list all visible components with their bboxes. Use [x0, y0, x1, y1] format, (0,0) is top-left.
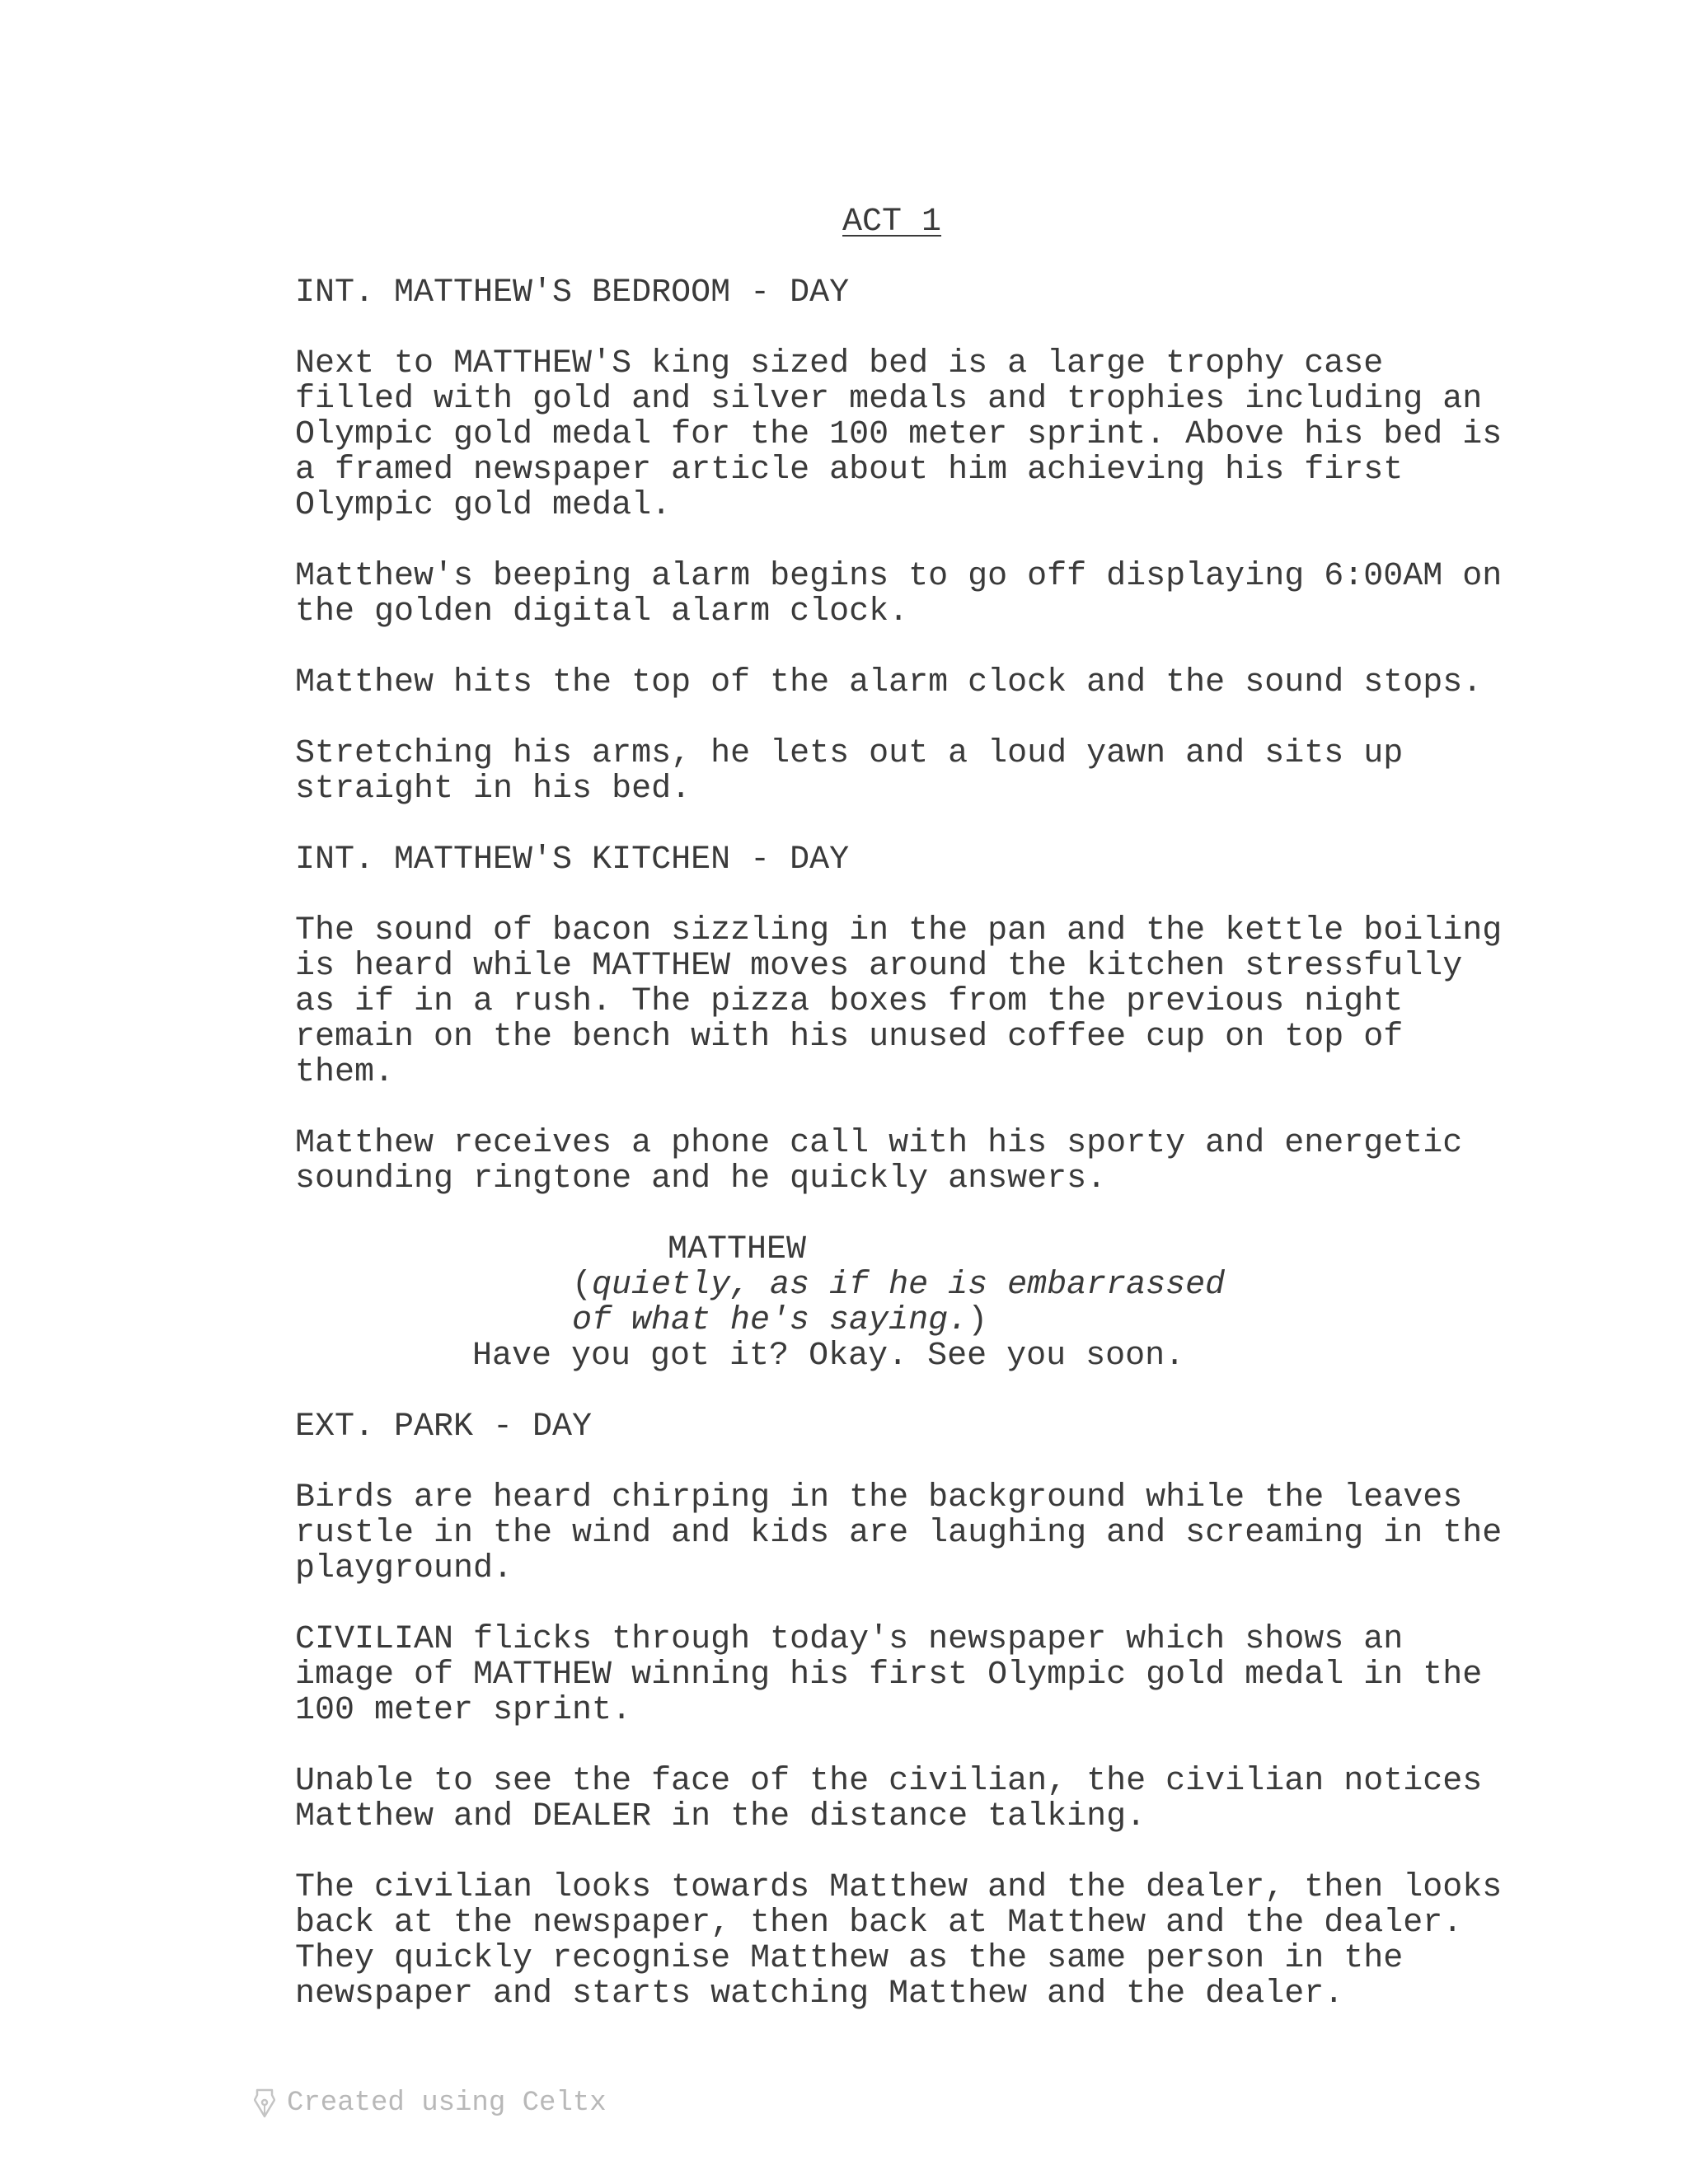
scene-heading-bedroom: INT. MATTHEW'S BEDROOM - DAY	[295, 274, 850, 312]
act-heading: ACT 1	[842, 204, 942, 241]
action-civilian-notices: Unable to see the face of the civilian, the civilian notices Matthew and DEALER in the distance talking.	[295, 1763, 1483, 1835]
celtx-footer	[254, 2088, 607, 2119]
dialogue-parenthetical-2: of what he's saying.)	[572, 1302, 988, 1339]
action-trophy-case: Next to MATTHEW'S king sized bed is a large trophy case filled with gold and silver medals and trophies including an Olympic gold medal for the 100 meter sprint. Above his bed is a framed newspaper article about him achieving his first Olympic gold medal.	[295, 345, 1503, 524]
action-phone-call: Matthew receives a phone call with his sporty and energetic sounding ringtone and he quickly answers.	[295, 1125, 1463, 1197]
pen-nib-icon	[254, 2088, 275, 2118]
scene-heading-kitchen: INT. MATTHEW'S KITCHEN - DAY	[295, 841, 850, 879]
action-alarm: Matthew's beeping alarm begins to go off displaying 6:00AM on the golden digital alarm clock.	[295, 558, 1503, 630]
scene-heading-park: EXT. PARK - DAY	[295, 1408, 593, 1446]
action-civilian-looks: The civilian looks towards Matthew and the dealer, then looks back at the newspaper, then back at Matthew and the dealer. They quickly recognise Matthew as the same person in the newspaper and starts watching Matthew and the dealer.	[295, 1869, 1503, 2013]
dialogue-character: MATTHEW	[668, 1231, 807, 1268]
action-birds: Birds are heard chirping in the background while the leaves rustle in the wind and kids are laughing and screaming in the playground.	[295, 1479, 1503, 1587]
action-alarm-stops: Matthew hits the top of the alarm clock and the sound stops.	[295, 664, 1483, 701]
dialogue-parenthetical-1: (quietly, as if he is embarrassed	[572, 1267, 1226, 1304]
action-kitchen: The sound of bacon sizzling in the pan and the kettle boiling is heard while MATTHEW moves around the kitchen stressfully as if in a rush. The pizza boxes from the previous night remain on the bench with his unused coffee cup on top of them.	[295, 912, 1503, 1091]
action-newspaper: CIVILIAN flicks through today's newspaper which shows an image of MATTHEW winning his first Olympic gold medal in the 100 meter sprint.	[295, 1621, 1483, 1729]
dialogue-line: Have you got it? Okay. See you soon.	[472, 1338, 1185, 1375]
action-stretching: Stretching his arms, he lets out a loud yawn and sits up straight in his bed.	[295, 735, 1404, 808]
footer-text: Created using Celtx	[287, 2088, 607, 2119]
